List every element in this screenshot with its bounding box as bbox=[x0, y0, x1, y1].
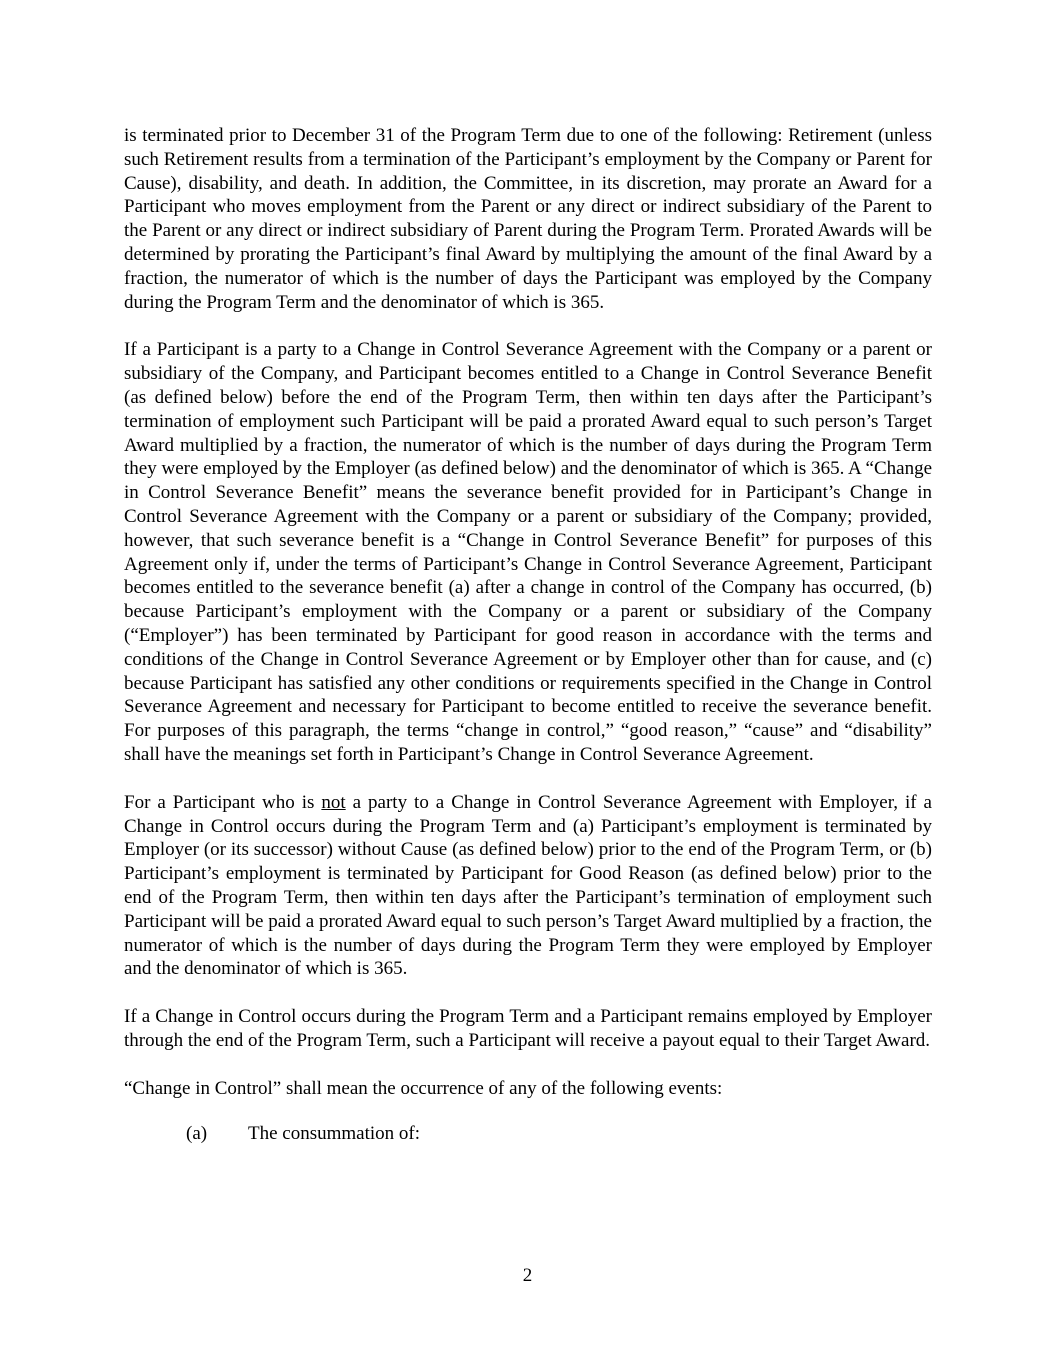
paragraph-remains-employed: If a Change in Control occurs during the Program Term and a Participant remains employed by Employer through the end of the Program Term, such a Participant will receive a payout equal to their Target Award. bbox=[124, 1006, 932, 1051]
list-item-a bbox=[124, 1122, 932, 1146]
underlined-not: not bbox=[321, 791, 346, 813]
paragraph-proration: is terminated prior to December 31 of the Program Term due to one of the following: Retirement (unless such Retirement results from a termination of the Participant’s employment by the Company or Parent for Cause), disability, and death. In addition, the Committee, in its discretion, may prorate an Award for a Participant who moves employment from the Parent or any direct or indirect subsidiary of the Parent to the Parent or any direct or indirect subsidiary of Parent during the Program Term. Prorated Awards will be determined by prorating the Participant’s final Award by multiplying the amount of the final Award by a fraction, the numerator of which is the number of days the Participant was employed by the Company during the Program Term and the denominator of which is 365. bbox=[124, 125, 932, 313]
paragraph-non-party bbox=[124, 791, 932, 981]
document-body bbox=[124, 124, 932, 1146]
page-number: 2 bbox=[522, 1265, 533, 1286]
list-marker: (a) bbox=[186, 1123, 208, 1145]
paragraph-non-party-after: a party to a Change in Control Severance Agreement with Employer, if a Change in Control occurs during the Program Term and (a) Participant’s employment is terminated by Employer (or its successor) without Cause (as defined below) prior to the end of the Program Term, or (b) Participant’s employment is terminated by Participant for Good Reason (as defined below) prior to the end of the Program Term, then within ten days after the Participant’s termination of employment such Participant will be paid a prorated Award equal to such person’s Target Award multiplied by a fraction, the numerator of which is the number of days during the Program Term they were employed by Employer and the denominator of which is 365. bbox=[124, 791, 932, 980]
paragraph-change-in-control-definition: “Change in Control” shall mean the occurrence of any of the following events: bbox=[124, 1077, 723, 1099]
paragraph-non-party-before: For a Participant who is bbox=[124, 791, 322, 813]
paragraph-severance-agreement: If a Participant is a party to a Change in Control Severance Agreement with the Company or a parent or subsidiary of the Company, and Participant becomes entitled to a Change in Control Severance Benefit (as defined below) before the end of the Program Term, then within ten days after the Participant’s termination of employment such Participant will be paid a prorated Award equal to such person’s Target Award multiplied by a fraction, the numerator of which is the number of days during the Program Term they were employed by the Employer (as defined below) and the denominator of which is 365. A “Change in Control Severance Benefit” means the severance benefit provided for in Participant’s Change in Control Severance Agreement with the Company or a parent or subsidiary of the Company; provided, however, that such severance benefit is a “Change in Control Severance Benefit” for purposes of this Agreement only if, under the terms of Participant’s Change in Control Severance Agreement, Participant becomes entitled to the severance benefit (a) after a change in control of the Company has occurred, (b) because Participant’s employment with the Company or a parent or subsidiary of the Company (“Employer”) has been terminated by Participant for good reason in accordance with the terms and conditions of the Change in Control Severance Agreement or by Employer other than for cause, and (c) because Participant has satisfied any other conditions or requirements specified in the Change in Control Severance Agreement and necessary for Participant to become entitled to receive the severance benefit. For purposes of this paragraph, the terms “change in control,” “good reason,” “cause” and “disability” shall have the meanings set forth in Participant’s Change in Control Severance Agreement. bbox=[124, 339, 932, 765]
list-item-text: The consummation of: bbox=[248, 1123, 421, 1145]
